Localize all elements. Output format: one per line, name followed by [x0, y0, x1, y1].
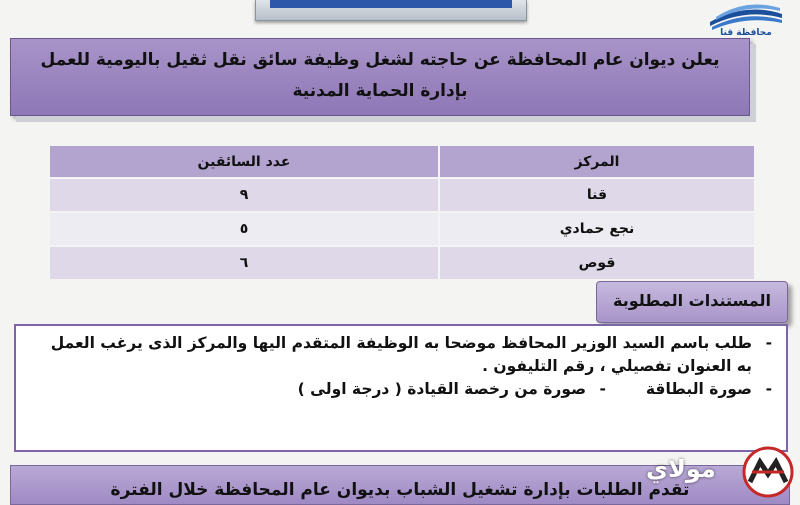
header-drivers: عدد السائقين [49, 145, 439, 178]
document-item-text: صورة البطاقة [645, 380, 752, 398]
governorate-logo-icon [706, 0, 786, 30]
bullet-dash: - [599, 380, 606, 398]
bullet-dash: - [765, 334, 772, 352]
document-item [38, 332, 772, 378]
center-cell: نجع حمادي [439, 212, 755, 246]
documents-box [14, 324, 788, 452]
top-banner-stripe [270, 0, 512, 8]
documents-title: المستندات المطلوبة [596, 281, 788, 323]
table-row [49, 212, 755, 246]
document-item-license [298, 378, 606, 401]
document-item-text: طلب باسم السيد الوزير المحافظ موضحا به الوظيفة المتقدم اليها والمركز الذى يرغب العمل به العنوان تفصيلي ، رقم التليفون . [50, 334, 752, 375]
document-item-text: صورة من رخصة القيادة ( درجة اولى ) [297, 380, 587, 398]
logo-text: محافظة قنا [720, 28, 772, 38]
drivers-cell: ٥ [49, 212, 439, 246]
bottom-banner-text: تقدم الطلبات بإدارة تشغيل الشباب بديوان عام المحافظة خلال الفترة [110, 480, 690, 500]
header-center: المركز [439, 145, 755, 178]
centers-table [48, 144, 756, 281]
document-item [38, 378, 772, 401]
bullet-dash: - [765, 380, 772, 398]
watermark-text: مولاي [646, 455, 716, 483]
announcement-banner [10, 38, 750, 116]
center-cell: قنا [439, 178, 755, 212]
table-row [49, 178, 755, 212]
announcement-text: يعلن ديوان عام المحافظة عن حاجته لشغل وظيفة سائق نقل ثقيل باليومية للعمل بإدارة الحماية المدنية [40, 50, 720, 101]
drivers-cell: ٩ [49, 178, 439, 212]
center-cell: قوص [439, 246, 755, 280]
top-banner-strip [255, 0, 527, 21]
table-header-row [49, 145, 755, 178]
table-row [49, 246, 755, 280]
drivers-cell: ٦ [49, 246, 439, 280]
